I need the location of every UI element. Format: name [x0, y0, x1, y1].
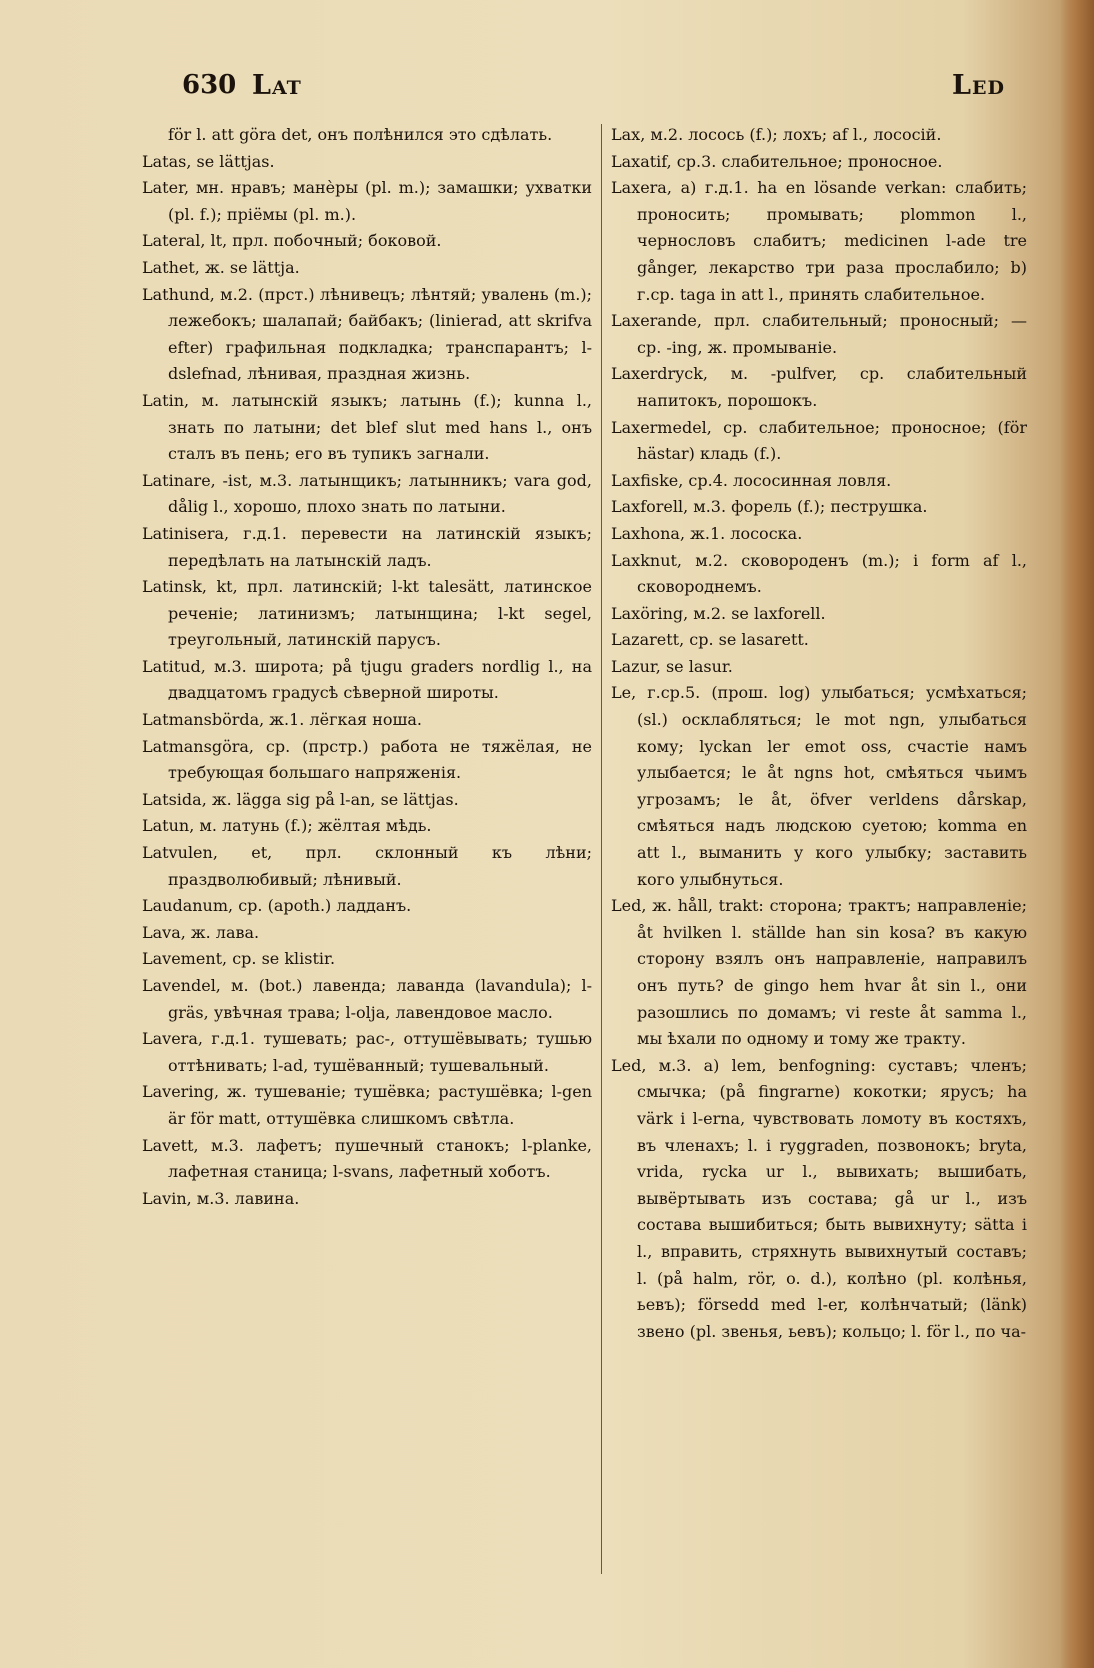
- dictionary-entry: Led, ж. håll, trakt: сторона; трактъ; направленіе; åt hvilken l. ställde han sin kosa? въ какую сторону взялъ онъ направленіе, направилъ онъ путь? de gingo hem hvar åt sin l., они разошлись по домамъ; vi reste åt samma l., мы ѣхали по одному и тому же тракту.: [611, 896, 1027, 1049]
- dictionary-entry: Latinsk, kt, прл. латинскій; l-kt talesätt, латинское реченіе; латинизмъ; латынщина; l-kt segel, треугольный, латинскій парусъ.: [142, 577, 592, 650]
- dictionary-entry: Laxhona, ж.1. лососка.: [611, 523, 803, 543]
- dictionary-entry: Lax, м.2. лосось (f.); лохъ; af l., лососій.: [611, 125, 942, 144]
- dictionary-entry: Latmansbörda, ж.1. лёгкая ноша.: [142, 710, 422, 730]
- dictionary-entry: Latin, м. латынскій языкъ; латынь (f.); kunna l., знать по латыни; det blef slut med hans l., онъ сталъ въ пень; его въ тупикъ загнали.: [142, 390, 592, 464]
- page-header: [140, 70, 1025, 110]
- left-column: [142, 122, 592, 1582]
- dictionary-entry: Laudanum, ср. (apoth.) ладданъ.: [142, 896, 412, 916]
- dictionary-entry: Le, г.ср.5. (прош. log) улыбаться; усмѣхаться; (sl.) осклабляться; le mot ngn, улыбаться кому; lyckan ler emot oss, счастіе намъ улыбается; le åt ngns hot, смѣяться чьимъ угрозамъ; le åt, öfver verldens dårskap, смѣяться надъ людскою суетою; komma en att l., выманить у кого улыбку; заставить кого улыбнуться.: [611, 683, 1027, 889]
- dictionary-entry: Lavera, г.д.1. тушевать; рас-, оттушёвывать; тушью оттѣнивать; l-ad, тушёванный; тушевальный.: [142, 1029, 592, 1075]
- column-divider: [601, 124, 602, 1574]
- dictionary-entry: Lazur, se lasur.: [611, 656, 733, 676]
- dictionary-entry: Laxöring, м.2. se laxforell.: [611, 603, 826, 623]
- dictionary-entry: Later, мн. нравъ; манѐры (pl. m.); замашки; ухватки (pl. f.); пріёмы (pl. m.).: [142, 178, 592, 224]
- dictionary-entry: Lateral, lt, прл. побочный; боковой.: [142, 231, 442, 251]
- dictionary-entry: Led, м.3. a) lem, benfogning: суставъ; членъ; смычка; (på fingrarne) кокотки; ярусъ; ha värk i l-erna, чувствовать ломоту въ костяхъ, въ членахъ; l. i ryggraden, позвонокъ; bryta, vrida, rycka ur l., вывихать; вышибать, вывёртывать изъ состава; gå ur l., изъ состава вышибиться; быть вывихнуту; sätta i l., вправить, стряхнуть вывихнутый составъ; l. (på halm, rör, o. d.), колѣно (pl. колѣнья, ьевъ); försedd med l-er, колѣнчатый; (länk) звено (pl. звенья, ьевъ); кольцо; l. för l., по ча-: [611, 1055, 1027, 1341]
- right-column: [611, 122, 1027, 1582]
- dictionary-entry: Lavement, ср. se klistir.: [142, 949, 336, 969]
- page-number: 630: [182, 70, 237, 100]
- dictionary-entry: Lavendel, м. (bot.) лавенда; лаванда (lavandula); l-gräs, увѣчная трава; l-olja, лавендовое масло.: [142, 976, 592, 1022]
- dictionary-entry: Latinare, -ist, м.3. латынщикъ; латынникъ; vara god, dålig l., хорошо, плохо знать по латыни.: [142, 470, 592, 517]
- left-guide-word: Lat: [252, 70, 302, 101]
- right-guide-word: Led: [952, 70, 1005, 101]
- dictionary-entry: Laxatif, ср.3. слабительное; проносное.: [611, 151, 943, 171]
- dictionary-entry: Latinisera, г.д.1. перевести на латинскій языкъ; передѣлать на латынскій ладъ.: [142, 523, 592, 570]
- dictionary-entry: Laxermedel, ср. слабительное; проносное; (för hästar) кладь (f.).: [611, 417, 1027, 464]
- dictionary-entry: Latsida, ж. lägga sig på l-an, se lättjas.: [142, 789, 459, 809]
- dictionary-entry: Laxerande, прл. слабительный; проносный; — ср. -ing, ж. промываніе.: [611, 311, 1027, 357]
- dictionary-entry: Lathet, ж. se lättja.: [142, 257, 300, 277]
- dictionary-entry: Lava, ж. лава.: [142, 922, 260, 942]
- dictionary-entry: Lazarett, ср. se lasarett.: [611, 630, 809, 650]
- dictionary-entry: Laxknut, м.2. сковороденъ (m.); i form af l., сковороднемъ.: [611, 550, 1027, 597]
- dictionary-entry: Latun, м. латунь (f.); жёлтая мѣдь.: [142, 816, 432, 836]
- dictionary-entry: Lavering, ж. тушеваніе; тушёвка; растушёвка; l-gen är för matt, оттушёвка слишкомъ свѣтла.: [142, 1082, 592, 1128]
- dictionary-entry: Laxera, a) г.д.1. ha en lösande verkan: слабить; проносить; промывать; plommon l., чернословъ слабитъ; medicinen l-ade tre gånger, лекарство три раза прослабило; b) г.ср. taga in att l., принять слабительное.: [611, 178, 1027, 304]
- page-edge-shadow: [1060, 0, 1094, 1668]
- dictionary-entry: Lathund, м.2. (прст.) лѣнивецъ; лѣнтяй; увалень (m.); лежебокъ; шалапай; байбакъ; (linierad, att skrifva efter) графильная подкладка; транспарантъ; l-dslefnad, лѣнивая, праздная жизнь.: [142, 284, 592, 384]
- dictionary-entry: Laxfiske, ср.4. лососинная ловля.: [611, 470, 892, 490]
- dictionary-entry: Latmansgöra, ср. (прстр.) работа не тяжёлая, не требующая большаго напряженія.: [142, 736, 592, 783]
- dictionary-entry: Lavin, м.3. лавина.: [142, 1188, 300, 1208]
- dictionary-entry: Laxerdryck, м. -pulfver, ср. слабительный напитокъ, порошокъ.: [611, 364, 1027, 410]
- dictionary-entry: Latvulen, et, прл. склонный къ лѣни; праздволюбивый; лѣнивый.: [142, 843, 592, 889]
- dictionary-entry: Laxforell, м.3. форель (f.); пеструшка.: [611, 497, 928, 517]
- dictionary-entry: Lavett, м.3. лафетъ; пушечный станокъ; l-planke, лафетная станица; l-svans, лафетный хоботъ.: [142, 1135, 592, 1182]
- dictionary-entry: Latitud, м.3. широта; på tjugu graders nordlig l., на двадцатомъ градусѣ сѣверной широты.: [142, 656, 592, 703]
- dictionary-entry: för l. att göra det, онъ полѣнился это сдѣлать.: [168, 125, 553, 144]
- dictionary-entry: Latas, se lättjas.: [142, 151, 275, 171]
